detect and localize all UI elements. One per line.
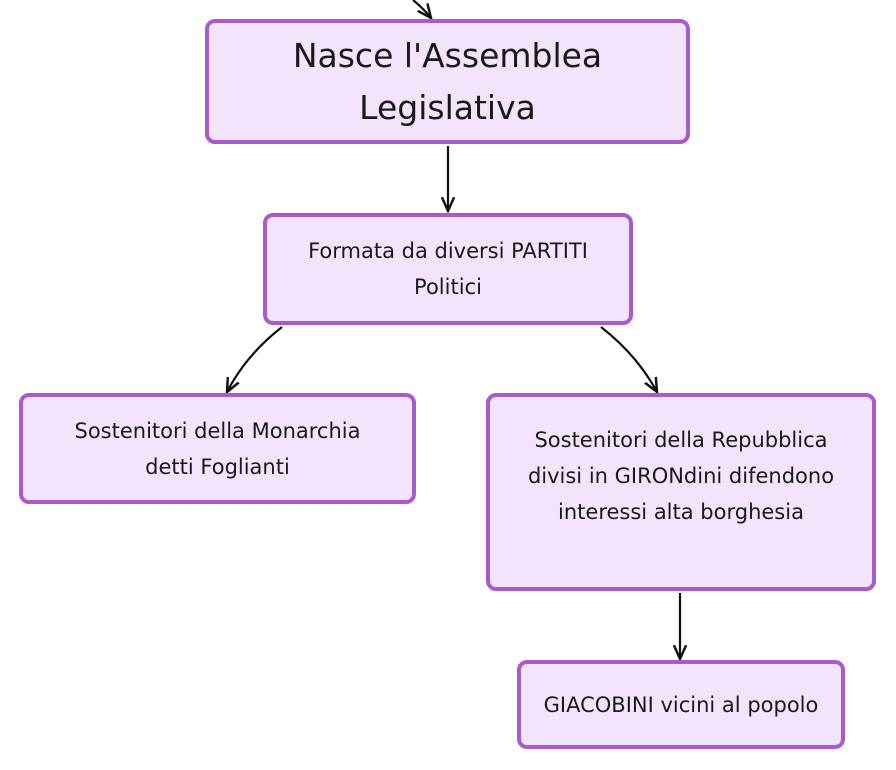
node-text bbox=[308, 233, 588, 305]
node-repubblica-girondini bbox=[486, 393, 876, 591]
node-line: divisi in GIRONdini difendono bbox=[527, 464, 835, 488]
node-line: Sostenitori della Monarchia bbox=[74, 418, 361, 443]
node-line: GIACOBINI vicini al popolo bbox=[543, 692, 819, 717]
edge-previous-to-main bbox=[413, 0, 431, 18]
node-text bbox=[528, 422, 834, 530]
node-line: interessi alta borghesia bbox=[558, 500, 804, 524]
node-giacobini bbox=[517, 660, 845, 749]
node-partiti-politici bbox=[263, 213, 633, 325]
node-line: Sostenitori della Repubblica bbox=[534, 428, 828, 452]
node-line: Formata da diversi PARTITI bbox=[308, 239, 588, 263]
node-text bbox=[544, 687, 819, 723]
edge-parties-to-monarchy bbox=[227, 327, 282, 392]
node-line: Politici bbox=[414, 275, 482, 299]
node-text bbox=[293, 30, 602, 134]
node-assemblea-legislativa bbox=[205, 19, 690, 144]
edge-parties-to-republic bbox=[601, 327, 657, 392]
node-line: detti Foglianti bbox=[145, 454, 290, 479]
node-line: Legislativa bbox=[359, 87, 536, 127]
node-text bbox=[75, 413, 361, 485]
node-monarchia-foglianti bbox=[19, 393, 416, 504]
node-line: Nasce l'Assemblea bbox=[292, 35, 603, 75]
